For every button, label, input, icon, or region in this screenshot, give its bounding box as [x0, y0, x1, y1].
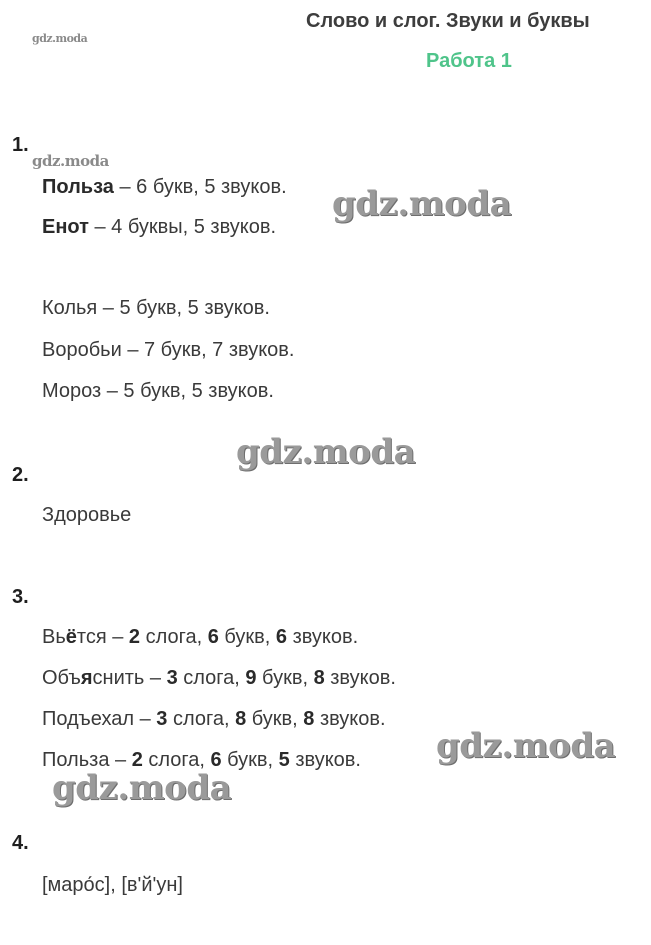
- task-1-line: [42, 216, 276, 239]
- task-1-line: [42, 176, 287, 199]
- watermark-logo: gdz.moda: [52, 768, 232, 808]
- task-1-line: Воробьи – 7 букв, 7 звуков.: [42, 339, 295, 361]
- task-3-line: Польза – 2 слога, 6 букв, 5 звуков.: [42, 749, 361, 771]
- watermark-logo: gdz.moda: [32, 152, 109, 170]
- watermark-logo: gdz.moda: [236, 432, 416, 472]
- watermark-logo: gdz.moda: [32, 32, 88, 45]
- task-3-number: 3.: [12, 586, 29, 608]
- watermark-logo: gdz.moda: [332, 184, 512, 224]
- task-3-line: Объяснить – 3 слога, 9 букв, 8 звуков.: [42, 667, 396, 689]
- task-3-line: Подъехал – 3 слога, 8 букв, 8 звуков.: [42, 708, 386, 730]
- task-3-line: Вьётся – 2 слога, 6 букв, 6 звуков.: [42, 626, 359, 648]
- task-2-line: Здоровье: [42, 504, 132, 526]
- answer-text: – 6 букв, 5 звуков.: [113, 176, 287, 198]
- page-subtitle: Работа 1: [426, 50, 512, 72]
- answer-word: Енот: [42, 216, 89, 238]
- answer-word: Польза: [42, 176, 114, 198]
- task-4-line: [маро́с], [в'й'ун]: [42, 874, 183, 896]
- task-1-line: Колья – 5 букв, 5 звуков.: [42, 297, 270, 319]
- task-1-number: 1.: [12, 134, 29, 156]
- task-1-line: Мороз – 5 букв, 5 звуков.: [42, 380, 274, 402]
- task-4-number: 4.: [12, 832, 29, 854]
- answer-text: – 4 буквы, 5 звуков.: [88, 216, 277, 238]
- watermark-logo: gdz.moda: [436, 726, 616, 766]
- task-2-number: 2.: [12, 464, 29, 486]
- page-title: Слово и слог. Звуки и буквы: [306, 10, 590, 32]
